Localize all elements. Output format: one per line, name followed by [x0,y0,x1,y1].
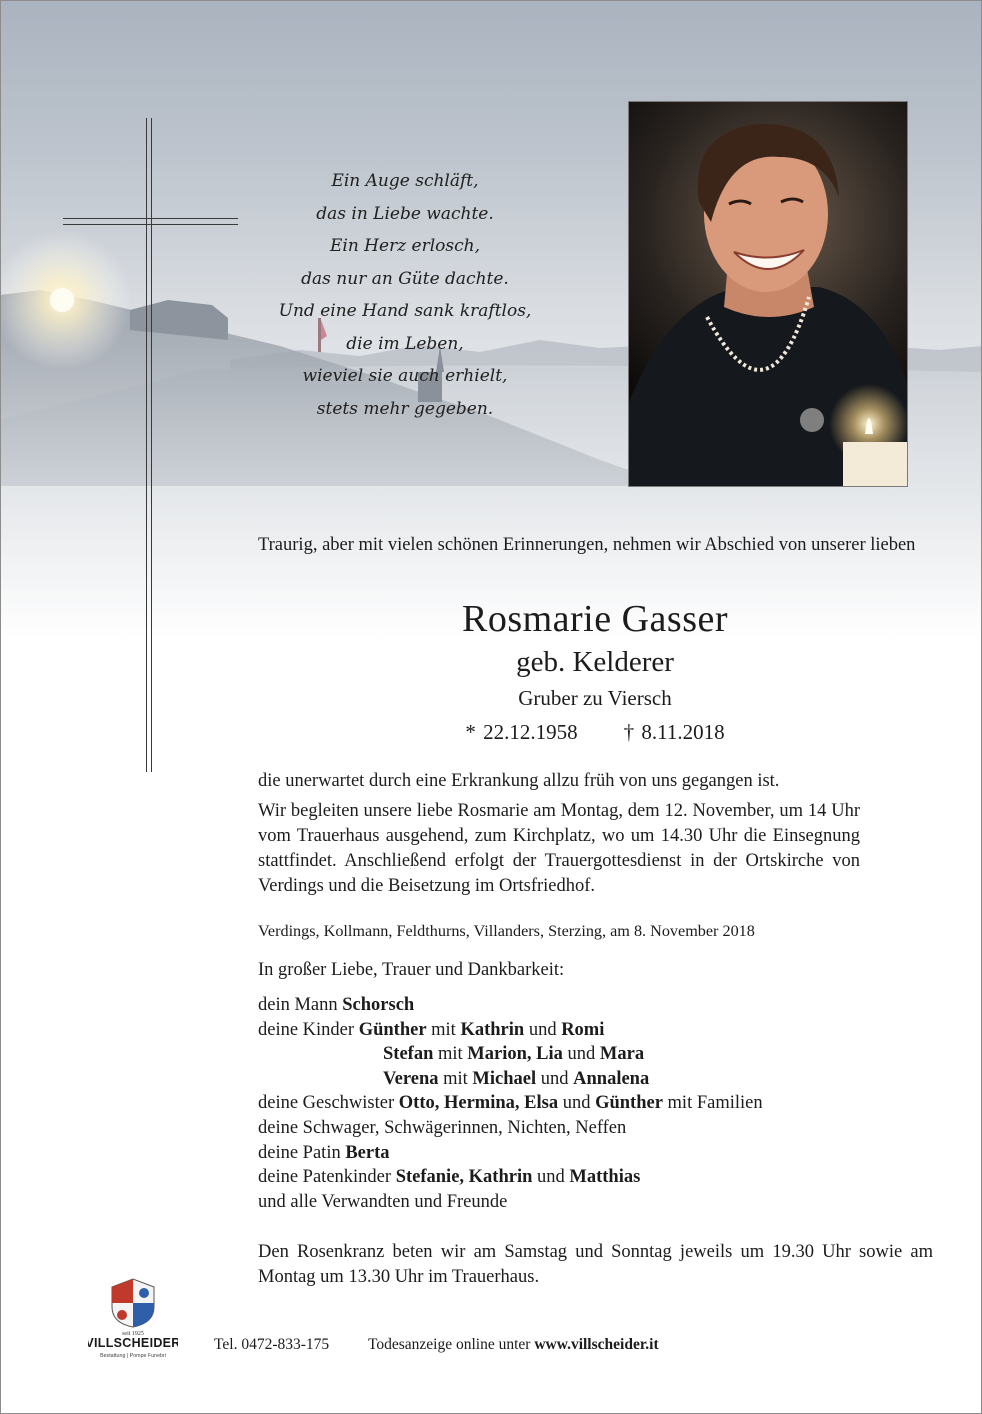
funeral-text: Wir begleiten unsere liebe Rosmarie am Montag, dem 12. November, um 14 Uhr vom Trauerhaus ausgehend, zum Kirchplatz, wo um 14.30 Uhr die Einsegnung stattfindet. Anschließend erfolgt der Trauergottesdienst in der Ortskirche von Verdings und die Beisetzung im Ortsfriedhof. [258,801,860,896]
place-date: Verdings, Kollmann, Feldthurns, Villanders, Sterzing, am 8. November 2018 [258,922,755,940]
logo-name: VILLSCHEIDER [88,1336,178,1350]
family-line-godchildren: deine Patenkinder Stefanie, Kathrin und Matthias [258,1167,641,1188]
memorial-poem [270,165,540,425]
online-notice: Todesanzeige online unter www.villscheider.it [368,1336,659,1353]
family-line-others: und alle Verwandten und Freunde [258,1191,508,1212]
funeral-home-logo [88,1277,178,1363]
poem-line: das in Liebe wachte. [316,203,494,224]
logo-tagline: Bestattung | Pompe Funebri [100,1353,166,1359]
birth-date: * 22.12.1958 [465,720,578,744]
rosary-text: Den Rosenkranz beten wir am Samstag und Sonntag jeweils um 19.30 Uhr sowie am Montag um 13.30 Uhr im Trauerhaus. [258,1242,933,1287]
family-line-siblings: deine Geschwister Otto, Hermina, Elsa und Günther mit Familien [258,1093,763,1114]
poem-line: Ein Auge schläft, [331,171,479,191]
family-line-inlaws: deine Schwager, Schwägerinnen, Nichten, Neffen [258,1117,627,1138]
family-list [258,993,763,1214]
family-line-husband: dein Mann Schorsch [258,995,415,1015]
phone-number: Tel. 0472-833-175 [214,1336,330,1353]
poem-line: das nur an Güte dachte. [301,268,509,289]
poem-line: Und eine Hand sank kraftlos, [278,301,532,321]
website-link[interactable]: www.villscheider.it [534,1336,659,1353]
intro-text: Traurig, aber mit vielen schönen Erinnerungen, nehmen wir Abschied von unserer lieben [258,535,916,555]
house-name: Gruber zu Viersch [518,686,672,710]
family-line-child3: Verena mit Michael und Annalena [383,1068,650,1089]
logo-since: seit 1925 [122,1331,144,1337]
poem-line: stets mehr gegeben. [316,398,494,419]
mourning-intro: In großer Liebe, Trauer und Dankbarkeit: [258,960,565,980]
passing-text: die unerwartet durch eine Erkrankung allzu früh von uns gegangen ist. [258,771,780,791]
deceased-name: Rosmarie Gasser [461,598,729,640]
life-dates [330,719,860,745]
family-line-child2: Stefan mit Marion, Lia und Mara [383,1044,645,1065]
poem-line: die im Leben, [346,333,464,354]
portrait-photo [628,101,908,487]
death-date: † 8.11.2018 [623,720,725,744]
family-line-children: deine Kinder Günther mit Kathrin und Romi [258,1019,605,1040]
family-line-godmother: deine Patin Berta [258,1142,390,1163]
birth-name: geb. Kelderer [516,646,674,678]
poem-line: Ein Herz erlosch, [329,236,481,256]
poem-line: wieviel sie auch erhielt, [302,366,508,386]
